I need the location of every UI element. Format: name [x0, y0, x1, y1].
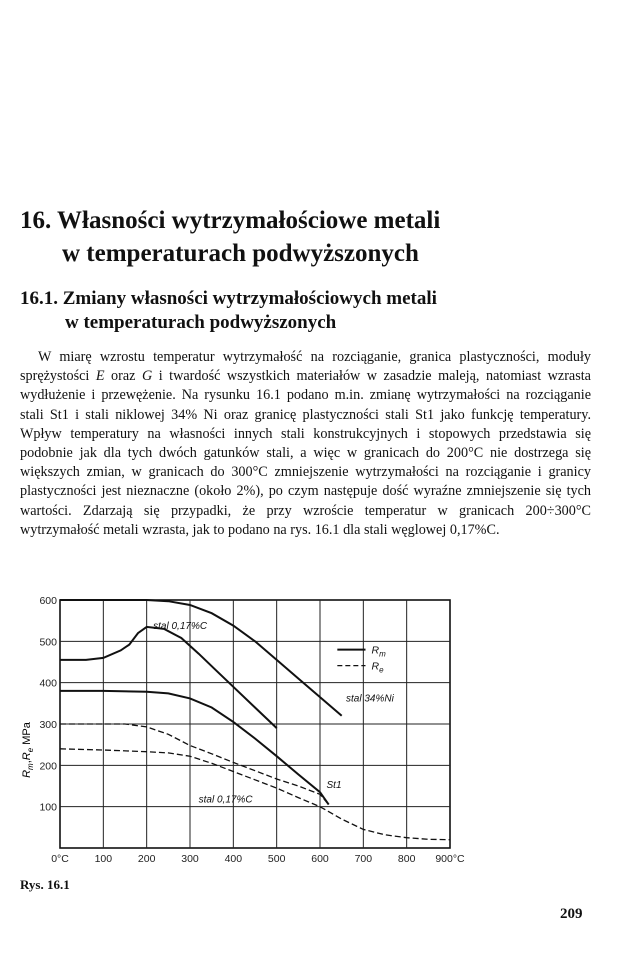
x-tick-label: 800: [397, 853, 416, 865]
y-tick-label: 500: [39, 636, 57, 649]
x-tick-label: 300: [181, 853, 199, 865]
symbol-g: G: [141, 368, 153, 385]
x-tick-label: 100: [94, 853, 113, 865]
chart-legend: [337, 645, 386, 675]
paragraph-part-3: i twardość wszystkich materiałów w zasadzie maleją, natomiast wzrasta wydłużenie i przewężenie. Na rysunku 16.1 podano m.in. zmianę wytrzymałości na rozciąganie stali St1 i stali niklowej 34% Ni oraz granicę plastyczności stali St1 jako funkcję temperatury. Wpływ temperatury na własności innych stali konstrukcyjnych i stopowych przedstawia się podobnie jak dla tych dwóch gatunków stali, a więc w granicach do 200°C nie dostrzega się większych zmian, w granicach do 300°C zmniejszenie wytrzymałości na rozciąganie i granicy plastyczności jest nieznaczne (około 2%), po czym następuje dość wyraźne zmniejszenie się tych wartości. Zdarzają się przypadki, że przy wzroście temperatur w granicach 200÷300°C wytrzymałość metali wzrasta, jak to podano na rys. 16.1 dla stali węglowej 0,17%C.: [20, 368, 591, 538]
x-tick-label: 400: [224, 853, 243, 865]
legend-label-rm: $R_m$: [371, 644, 386, 659]
x-tick-label: 600: [311, 853, 329, 865]
y-label-sep: ,: [21, 760, 33, 764]
y-tick-label: 200: [39, 760, 57, 773]
section-heading-line2: w temperaturach podwyższonych: [65, 312, 337, 333]
paragraph-part-1: W miarę wzrostu temperatur wytrzymałość na rozciąganie, granica plastyczności, moduły sprężystości: [20, 349, 591, 385]
x-tick-label: 700: [354, 853, 373, 865]
symbol-e: E: [95, 368, 105, 385]
temperature-strength-chart: [18, 590, 488, 870]
x-tick-label: 0°C: [51, 853, 69, 865]
x-tick-label: 500: [267, 853, 286, 865]
y-label-e: e: [26, 747, 35, 753]
body-paragraph: [20, 348, 591, 540]
figure-caption: Rys. 16.1: [20, 877, 70, 892]
y-label-m: m: [26, 763, 35, 770]
y-label-r2: R: [21, 752, 33, 761]
figure-16-1: [18, 590, 488, 870]
chapter-heading-line2: w temperaturach podwyższonych: [62, 240, 419, 267]
series-line-stal-0-17-c-rm: [60, 627, 277, 728]
section-heading-line1: 16.1. Zmiany własności wytrzymałościowych metali: [20, 288, 437, 309]
y-tick-label: 300: [39, 719, 57, 731]
series-line-stal-0-17-c-re: [60, 724, 329, 805]
section-heading: [20, 287, 610, 335]
x-tick-label: 200: [137, 853, 156, 865]
y-tick-label: 400: [39, 677, 57, 690]
annotation-label: stal 0,17%C: [198, 794, 253, 806]
annotation-label: St1: [326, 780, 342, 792]
annotation-label: stal 34%Ni: [346, 693, 394, 705]
y-label-r: R: [21, 769, 33, 778]
x-tick-label: 900°C: [435, 853, 465, 865]
legend-label-re: $R_e$: [371, 660, 384, 675]
chart-series: [60, 600, 450, 840]
annotation-label: stal 0,17%C: [153, 620, 208, 632]
y-tick-label: 600: [39, 595, 57, 607]
series-line-st1-re: [60, 749, 450, 840]
y-tick-label: 100: [39, 801, 57, 814]
y-axis-label: [21, 721, 35, 778]
y-label-unit: MPa: [21, 722, 33, 748]
page-number: 209: [560, 906, 583, 922]
chapter-heading: [20, 204, 610, 270]
chapter-heading-line1: 16. Własności wytrzymałościowe metali: [20, 207, 441, 234]
paragraph-part-2: oraz: [104, 368, 142, 385]
